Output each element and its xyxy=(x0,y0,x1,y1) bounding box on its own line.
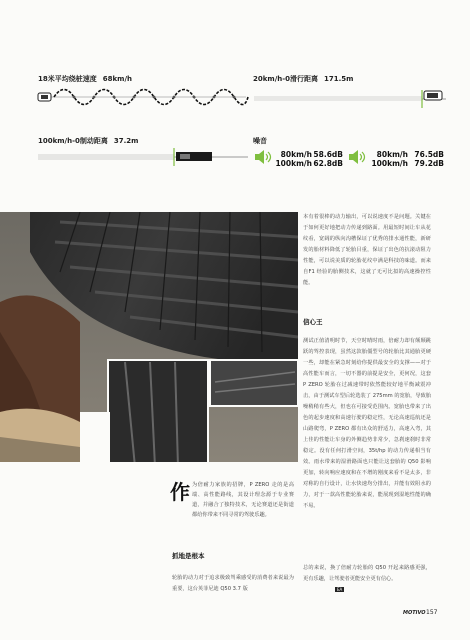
slalom-label: 18米平均绕桩速度 68km/h xyxy=(38,75,132,83)
right-top-paragraph: 本有着很棒的动力输出，可以说速度不是问题。关键在于如何更好地把动力传递到路面。用最短时间让车从花纹看，宽阔的纵向沟槽保证了优秀的排水通性能，新研发的胎材料降低了轮胎目重，保证了出色的抗滚动阻力性能，可以说美质的轮胎花纹中满是科技的味道。而来自F1 经验的胎侧技术，这就了无可比拟的高速操控性能。 xyxy=(303,214,431,286)
brake-label: 100km/h-0制动距离 37.2m xyxy=(38,137,139,145)
coast-label: 20km/h-0滑行距离 171.5m xyxy=(253,75,354,83)
noise-right-speeds: 80km/h 100km/h xyxy=(371,150,408,168)
footer-brand: MOTIVO xyxy=(403,610,426,616)
right-heading: 信心王 xyxy=(303,318,323,326)
speaker-icon xyxy=(348,150,368,164)
left-lead-paragraph: 为倍耐力家族的招牌，P ZERO 走的是高端、高性能路线，其设计理念源于专业赛道，并融合了独特技术，无论赛道还是街道都给你带来不同寻常的驾驶乐趣。 xyxy=(192,482,294,518)
right-body: 测试正值清明时节，天空时晴时雨，倍耐力却有颠颠跳跃的驾控表现，虽然这款胎僵型号的轮胎比其通胎更硬一些，却能在紧急时刻给你提供最安全的支撑——对于高性能车而言，一切不器的前提是安全，更何况，这套 P ZERO 轮胎在过减速带时依然能较好地平衡减震冲击，由于测试车型后轮选装了 275mm 的宽胎，导致胎噪稍稍有些大，但也在可接受范围内。宽胎也带来了出色的起步速度和高速行驶的稳定性，无论高速巡航还是山路爬弯，P ZERO 都有出众的舒适力，高速入弯，其上佳的性能让车身的外侧趋势非常少，急刹速刹时非常稳定。没有任何打滑空间，35t/hp 的动力传递相当有效。雨水带来的湿滑路面也只能让这套胎的 Q50 影响更加，转向响应速度和在不增的刚度来看不是太多，非对称的自行设计，让水快速均分排出，并能有效阻水的力，对于一款高性能轮胎来说，能展现到湿地性能的确不易。 xyxy=(303,338,431,509)
end-mark: EA xyxy=(337,587,343,592)
left-body: 轮胎的动力对于追求极致驾乘感受的消费者来说最为重要，这台英菲尼迪 Q50 3.7 版 xyxy=(172,575,294,592)
noise-right-values: 76.5dB 79.2dB xyxy=(414,150,444,168)
lead-character: 作 xyxy=(170,480,190,504)
right-tail: 总的来说，换了倍耐力轮胎的 Q50 开起来路感更强，更有乐趣，让驾驶者更能安全更有信心。 xyxy=(303,565,431,582)
left-heading: 抓地是根本 xyxy=(172,552,205,560)
noise-label: 噪音 xyxy=(253,137,267,145)
coast-graphic xyxy=(252,86,448,112)
brake-graphic xyxy=(36,146,250,172)
speaker-icon xyxy=(254,150,274,164)
tire-photo xyxy=(0,212,298,462)
page-number: 157 xyxy=(426,609,438,616)
slalom-graphic xyxy=(36,84,250,116)
noise-left-values: 58.6dB 62.8dB xyxy=(313,150,343,168)
noise-left-speeds: 80km/h 100km/h xyxy=(275,150,312,168)
